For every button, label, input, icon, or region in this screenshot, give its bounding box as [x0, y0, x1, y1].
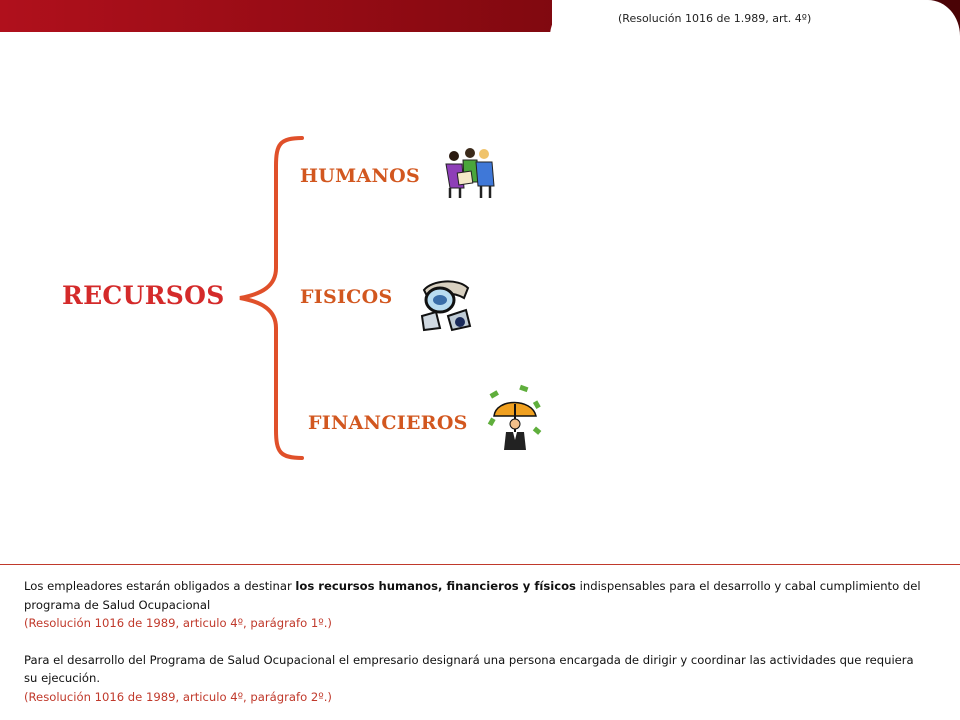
paragraph-2: Para el desarrollo del Programa de Salud Ocupacional el empresario designará una persona encargada de dirigir y coordinar las actividades que requiera su ejecución. — [24, 652, 914, 685]
reference-2: (Resolución 1016 de 1989, articulo 4º, parágrafo 2º.) — [24, 689, 332, 704]
root-label: RECURSOS — [62, 281, 225, 310]
reference-1: (Resolución 1016 de 1989, articulo 4º, parágrafo 1º.) — [24, 616, 332, 630]
category-fisicos: FISICOS — [300, 286, 393, 308]
paragraph-gap — [24, 633, 924, 651]
safety-goggles-icon — [418, 276, 474, 334]
people-meeting-icon — [440, 144, 498, 200]
paragraph-1-start: Los empleadores estarán obligados a destinar — [24, 579, 296, 593]
paragraph-1 — [24, 577, 924, 614]
category-financieros: FINANCIEROS — [308, 412, 468, 434]
paragraph-1-emphasis: los recursos humanos, financieros y físicos — [295, 579, 576, 593]
paragraph-1-end: indispensables para el desarrollo y cabal cumplimiento del programa de Salud Ocupacional — [24, 579, 921, 612]
category-humanos: HUMANOS — [300, 165, 421, 187]
money-umbrella-icon — [486, 384, 544, 454]
footer-divider — [0, 564, 960, 565]
header-citation: (Resolución 1016 de 1.989, art. 4º) — [618, 12, 812, 25]
footer-text — [24, 577, 924, 706]
